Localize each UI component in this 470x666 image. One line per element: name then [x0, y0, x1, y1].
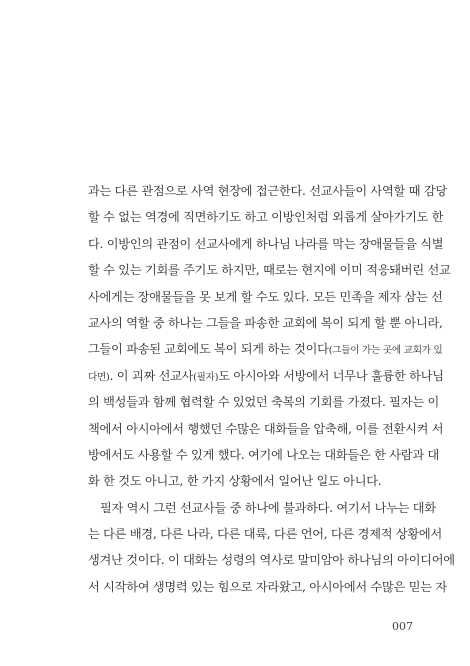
- text-line: 생겨난 것이다. 이 대화는 성령의 역사로 말미암아 하나님의 아이디어에: [88, 553, 455, 568]
- text-line: 의 백성들과 함께 협력할 수 있었던 축복의 기회를 가졌다. 필자는 이: [88, 395, 439, 410]
- text-span: . 이 괴짜 선교사: [109, 368, 194, 383]
- text-line: 다. 이방인의 관점이 선교사에게 하나님 나라를 막는 장애물들을 식별: [88, 236, 444, 251]
- text-line: 할 수 없는 역경에 직면하기도 하고 이방인처럼 외롭게 살아가기도 한: [88, 210, 444, 225]
- text-line: 사에게는 장애물들을 못 보게 할 수도 있다. 모든 민족을 제자 삼는 선: [88, 289, 443, 304]
- text-line: 는 다른 배경, 다른 나라, 다른 대륙, 다른 언어, 다른 경제적 상황에서: [88, 527, 442, 542]
- parenthetical-note: (필자): [193, 371, 219, 383]
- body-text: [88, 178, 455, 600]
- text-line: 과는 다른 관점으로 사역 현장에 접근한다. 선교사들이 사역할 때 감당: [88, 184, 447, 198]
- text-line: [88, 363, 444, 389]
- text-line: 할 수 있는 기회를 주기도 하지만, 때로는 현지에 이미 적응돼버린 선교: [88, 263, 451, 278]
- text-line: 책에서 아시아에서 행했던 수많은 대화들을 압축해, 이를 전환시켜 서: [88, 421, 444, 436]
- page-number: 007: [392, 620, 413, 633]
- text-line: 교사의 역할 중 하나는 그들을 파송한 교회에 복이 되게 할 뿐 아니라,: [88, 315, 443, 330]
- text-line: 방에서도 사용할 수 있게 했다. 여기에 나오는 대화들은 한 사람과 대: [88, 447, 439, 462]
- text-span: 그들이 파송된 교회에도 복이 되게 하는 것이다: [88, 342, 329, 357]
- parenthetical-note: 다면): [88, 371, 110, 383]
- text-line: 화 한 것도 아니고, 한 가지 상황에서 일어난 일도 아니다.: [88, 474, 382, 489]
- text-line: [88, 336, 443, 362]
- text-line: 서 시작하여 생명력 있는 힘으로 자라왔고, 아시아에서 수많은 믿는 자: [88, 579, 447, 594]
- paragraph-first-line: 필자 역시 그런 선교사들 중 하나에 불과하다. 여기서 나누는 대화: [100, 500, 436, 515]
- text-span: 도 아시아와 서방에서 너무나 훌륭한 하나님: [218, 368, 444, 383]
- parenthetical-note: (그들이 가는 곳에 교회가 있: [328, 345, 443, 357]
